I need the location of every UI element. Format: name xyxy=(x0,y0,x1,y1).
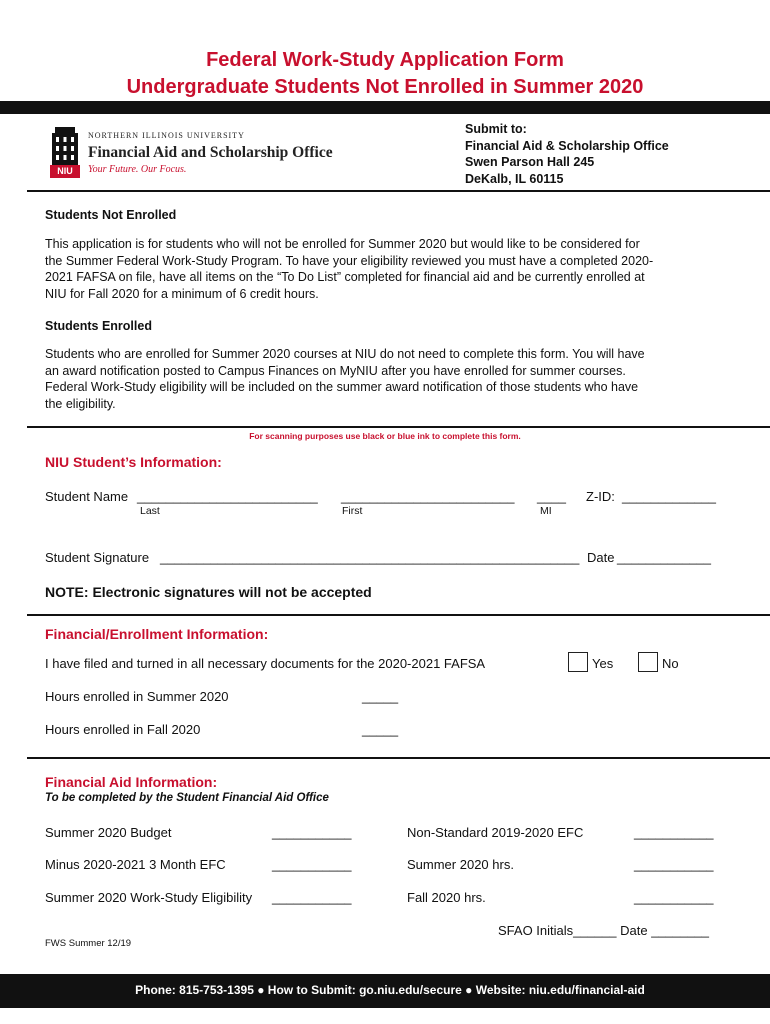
eligibility-field[interactable]: ___________ xyxy=(272,890,352,905)
nonstandard-efc-label: Non-Standard 2019-2020 EFC xyxy=(407,825,584,840)
first-caption: First xyxy=(342,505,363,517)
yes-label: Yes xyxy=(592,656,614,671)
form-code: FWS Summer 12/19 xyxy=(45,938,132,949)
date-label: Date xyxy=(587,550,615,565)
summer-hrs-field[interactable]: ___________ xyxy=(634,857,714,872)
paragraph-line: This application is for students who will not be enrolled for Summer 2020 but would like to be considered for xyxy=(45,237,640,251)
paragraph-line: Students who are enrolled for Summer 2020 courses at NIU do not need to complete this form. You will have xyxy=(45,347,645,361)
logo-university: NORTHERN ILLINOIS UNIVERSITY xyxy=(88,131,245,140)
last-caption: Last xyxy=(140,505,160,517)
summer-hrs-label: Summer 2020 hrs. xyxy=(407,857,514,872)
date-field[interactable]: _____________ xyxy=(617,550,711,565)
no-checkbox[interactable] xyxy=(638,652,658,672)
submit-line1: Financial Aid & Scholarship Office xyxy=(465,138,669,153)
fall-hours-label: Hours enrolled in Fall 2020 xyxy=(45,722,201,737)
signature-field[interactable]: __________________________________________________________ xyxy=(160,550,580,565)
paragraph-line: the Summer Federal Work-Study Program. To have your eligibility reviewed you must have a completed 2020- xyxy=(45,253,654,268)
divider xyxy=(27,426,770,428)
niu-badge-text: NIU xyxy=(57,166,73,176)
last-name-field[interactable]: _________________________ xyxy=(137,489,318,504)
footer-contact: Phone: 815-753-1395 ● How to Submit: go.niu.edu/secure ● Website: niu.edu/financial-aid xyxy=(135,983,645,997)
signature-note: NOTE: Electronic signatures will not be accepted xyxy=(45,584,372,600)
submit-block xyxy=(465,121,669,187)
submit-label: Submit to: xyxy=(465,122,527,136)
submit-line3: DeKalb, IL 60115 xyxy=(465,171,564,186)
fall-hours-field[interactable]: _____ xyxy=(362,722,399,737)
paragraph-line: NIU for Fall 2020 for a minimum of 6 credit hours. xyxy=(45,286,319,301)
not-enrolled-text xyxy=(45,236,653,302)
enrollment-info-heading: Financial/Enrollment Information: xyxy=(45,626,269,642)
yes-checkbox[interactable] xyxy=(568,652,588,672)
paragraph-line: the eligibility. xyxy=(45,396,116,411)
divider xyxy=(27,757,770,759)
aid-info-subheading: To be completed by the Student Financial Aid Office xyxy=(45,792,329,804)
logo-office: Financial Aid and Scholarship Office xyxy=(88,144,333,161)
sfao-initials-date[interactable]: SFAO Initials______ Date ________ xyxy=(498,923,710,938)
submit-line2: Swen Parson Hall 245 xyxy=(465,155,595,169)
student-name-label: Student Name xyxy=(45,489,129,504)
form-subtitle: Undergraduate Students Not Enrolled in Summer 2020 xyxy=(126,76,644,98)
divider xyxy=(27,190,770,192)
budget-field[interactable]: ___________ xyxy=(272,825,352,840)
no-label: No xyxy=(662,656,679,671)
mi-field[interactable]: ____ xyxy=(537,489,566,504)
paragraph-line: 2021 FAFSA on file, have all items on the “To Do List” completed for financial aid and be currently enrolled at xyxy=(45,270,645,284)
paragraph-line: Federal Work-Study eligibility will be included on the summer award notification of those students who have xyxy=(45,380,639,394)
fall-hrs-field[interactable]: ___________ xyxy=(634,890,714,905)
mi-caption: MI xyxy=(540,505,552,517)
zid-label: Z-ID: xyxy=(586,489,615,504)
not-enrolled-heading: Students Not Enrolled xyxy=(45,208,177,222)
form-title: Federal Work-Study Application Form xyxy=(206,49,564,71)
first-name-field[interactable]: ________________________ xyxy=(341,489,515,504)
fafsa-question: I have filed and turned in all necessary documents for the 2020-2021 FAFSA xyxy=(45,656,486,671)
paragraph-line: an award notification posted to Campus Finances on MyNIU after you have enrolled for summer courses. xyxy=(45,363,626,378)
summer-hours-field[interactable]: _____ xyxy=(362,689,399,704)
enrolled-text xyxy=(45,346,645,412)
aid-info-heading: Financial Aid Information: xyxy=(45,774,218,790)
fall-hrs-label: Fall 2020 hrs. xyxy=(407,890,486,905)
student-info-heading: NIU Student’s Information: xyxy=(45,454,222,470)
header-bar xyxy=(0,101,770,114)
signature-label: Student Signature xyxy=(45,550,150,565)
niu-logo xyxy=(50,127,80,179)
nonstandard-efc-field[interactable]: ___________ xyxy=(634,825,714,840)
enrolled-heading: Students Enrolled xyxy=(45,319,152,333)
scan-note: For scanning purposes use black or blue ink to complete this form. xyxy=(249,431,521,441)
efc-field[interactable]: ___________ xyxy=(272,857,352,872)
summer-hours-label: Hours enrolled in Summer 2020 xyxy=(45,689,229,704)
divider xyxy=(27,614,770,616)
efc-label: Minus 2020-2021 3 Month EFC xyxy=(45,857,226,872)
logo-tagline: Your Future. Our Focus. xyxy=(88,164,187,175)
eligibility-label: Summer 2020 Work-Study Eligibility xyxy=(45,890,253,905)
zid-field[interactable]: _____________ xyxy=(622,489,716,504)
budget-label: Summer 2020 Budget xyxy=(45,825,172,840)
